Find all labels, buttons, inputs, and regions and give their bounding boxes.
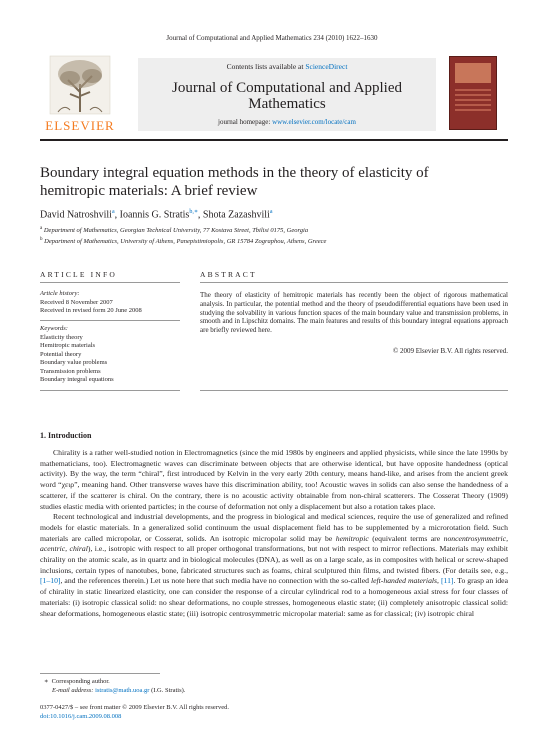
keyword: Boundary value problems (40, 359, 108, 366)
affiliation-mark: b (40, 237, 43, 242)
keywords-block (40, 325, 180, 385)
issn-line: 0377-0427/$ – see front matter © 2009 Elsevier B.V. All rights reserved. (40, 704, 229, 711)
received-date: Received 8 November 2007 (40, 298, 113, 306)
author-separator: , (114, 209, 120, 221)
email-label: E-mail address: (52, 687, 96, 694)
contents-line (138, 62, 436, 71)
author-affil-mark[interactable]: b,∗ (189, 209, 198, 215)
keywords-label: Keywords: (40, 325, 68, 332)
emphasis: left-handed materials (370, 576, 438, 586)
abstract-rule (200, 282, 508, 283)
article-info-heading: ARTICLE INFO (40, 270, 117, 279)
running-head: Journal of Computational and Applied Mathematics 234 (2010) 1622–1630 (166, 34, 378, 42)
article-info-rule (40, 282, 180, 283)
journal-title (138, 80, 436, 112)
masthead-divider (40, 139, 508, 141)
revised-date: Received in revised form 20 June 2008 (40, 307, 142, 314)
author-affil-mark[interactable]: a (111, 209, 115, 215)
keyword: Hemitropic materials (40, 342, 96, 349)
sciencedirect-link[interactable]: ScienceDirect (305, 62, 348, 71)
email-link[interactable]: istratis@math.uoa.gr (95, 687, 150, 694)
abstract-copyright: © 2009 Elsevier B.V. All rights reserved. (392, 347, 508, 355)
abstract-heading: ABSTRACT (200, 270, 257, 279)
footnote-rule (40, 673, 160, 674)
journal-homepage (138, 118, 436, 126)
paper-title (40, 164, 510, 200)
corresponding-author-label: Corresponding author. (51, 678, 110, 685)
affiliation-mark: a (40, 226, 43, 231)
author-affil-mark[interactable]: a (269, 209, 273, 215)
reference-link[interactable]: [1–10] (40, 576, 61, 586)
emphasis: hemitropic (335, 533, 369, 543)
keyword: Transmission problems (40, 367, 101, 375)
contents-prefix: Contents lists available at (226, 62, 306, 71)
info-divider (40, 320, 180, 321)
abstract-bottom-rule (200, 390, 508, 391)
text-run: ), i.e., isotropic with respect to all proper orthogonal transformations, but not with respect to mirror reflections. Materials may exhibit chirality on the atomic scale, as in quartz and in biological molecules (DNA), as well as on a large scale, as in composites with helical or screw-shaped inclusions, certain types of nanotubes, bone, fabricated structures such as foams, chiral sculptured thin films, and twisted fibers. (For details see, e.g., (40, 544, 508, 575)
corresponding-author-note (40, 677, 340, 695)
paper-title-line1: Boundary integral equation methods in the theory of elasticity of (40, 165, 429, 181)
author-name: David Natroshvili (40, 209, 112, 221)
text-run: (equivalent terms are (368, 533, 444, 543)
intro-body (40, 448, 508, 619)
abstract-text: The theory of elasticity of hemitropic materials has recently been the object of rigorous mathematical analysis. In particular, the potential method and the theory of pseudodifferential equations have been used in studying the solvability in various function spaces of the main boundary value and transmission problems, in smooth and in Lipschitz domains. The main features and results of this boundary integral equations approach are briefly reviewed here. (200, 291, 508, 335)
homepage-link[interactable]: www.elsevier.com/locate/cam (272, 118, 356, 126)
text-run: Recent technological and industrial developments, and the progress in biological and medical sciences, require the use of generalized and refined models for elastic materials. In a generalized solid continuum the usual displacement field has to be supplemented by a microrotation field. Such materials are called micropolar, or Cosserat, solids. An isotropic micropolar solid may be (40, 512, 508, 543)
author-name: Ioannis G. Stratis (119, 209, 190, 221)
footnote-mark: ∗ (44, 678, 49, 685)
publisher-name: ELSEVIER (45, 118, 115, 133)
journal-title-line1: Journal of Computational and Applied (172, 80, 402, 96)
journal-cover-image (449, 56, 497, 130)
doi-link[interactable]: doi:10.1016/j.cam.2009.08.008 (40, 713, 122, 720)
info-bottom-rule (40, 390, 180, 391)
reference-link[interactable]: [11] (440, 576, 454, 586)
history-label: Article history: (40, 290, 80, 297)
keyword: Boundary integral equations (40, 376, 114, 383)
front-matter-info (40, 703, 340, 721)
affiliation (40, 237, 510, 245)
homepage-prefix: journal homepage: (218, 118, 273, 126)
affiliation (40, 226, 510, 234)
journal-title-line2: Mathematics (248, 96, 326, 112)
text-run: , and the references therein.) Let us note here that such media have no connection with the so-called (60, 576, 371, 586)
emphasis: noncentrosymmetric, acentric, chiral (40, 533, 508, 554)
text-run: , (437, 576, 441, 586)
intro-paragraph-1: Chirality is a rather well-studied notion in Electromagnetics (since the mid 1980s by engineers and applied physicists, while since the late 1990s by mathematicians, too). Electromagnetic waves can discriminate between objects that are otherwise identical, but have opposite handedness (optical activity). By the way, the term “chiral”, first introduced by Kelvin in the very early 20th century, means hand-like, and arises from the ancient greek word “χειρ”, meaning hand. Other transverse waves have this discrimination ability, too! Acoustic waves in solids can also sense the handedness of a scatterer, if the scatterer is chiral. On the contrary, there is no acoustic activity obtainable from non-chiral scatterers. The Cosserat Theory (1909) studies elastic media with oriented particles; in the course of deformation not only a displacement but also a rotation takes place. (40, 448, 508, 511)
author-name: Shota Zazashvili (202, 209, 270, 221)
author-list (40, 208, 510, 220)
article-history (40, 290, 180, 316)
keyword: Potential theory (40, 350, 82, 358)
keyword: Elasticity theory (40, 333, 83, 341)
affiliation-text: Department of Mathematics, University of Athens, Panepistimiopolis, GR 15784 Zographou, Athens, Greece (44, 238, 327, 246)
author-separator: , (197, 209, 203, 221)
affiliation-text: Department of Mathematics, Georgian Technical University, 77 Kostava Street, Tbilisi 0175, Georgia (43, 227, 309, 235)
text-run: . To grasp an idea of chirality in static linearized elasticity, one can consider the response of a circular cylindrical rod to a homogeneous axial stress for four classes of materials: (i) isotropic classical solid: no shear deformations, no couple stresses, homogeneous elastic state; (ii) completely anisotropic classical solid: shear deformations, homogeneous elastic state; (iii) isotropic centrosymmetric micropolar material: same as for classical; (iv) isotropic chiral (40, 576, 508, 618)
paper-title-line2: hemitropic materials: A brief review (40, 183, 258, 199)
email-suffix: (I.G. Stratis). (149, 687, 186, 694)
section-heading-introduction: 1. Introduction (40, 431, 92, 440)
intro-paragraph-2 (40, 512, 508, 619)
